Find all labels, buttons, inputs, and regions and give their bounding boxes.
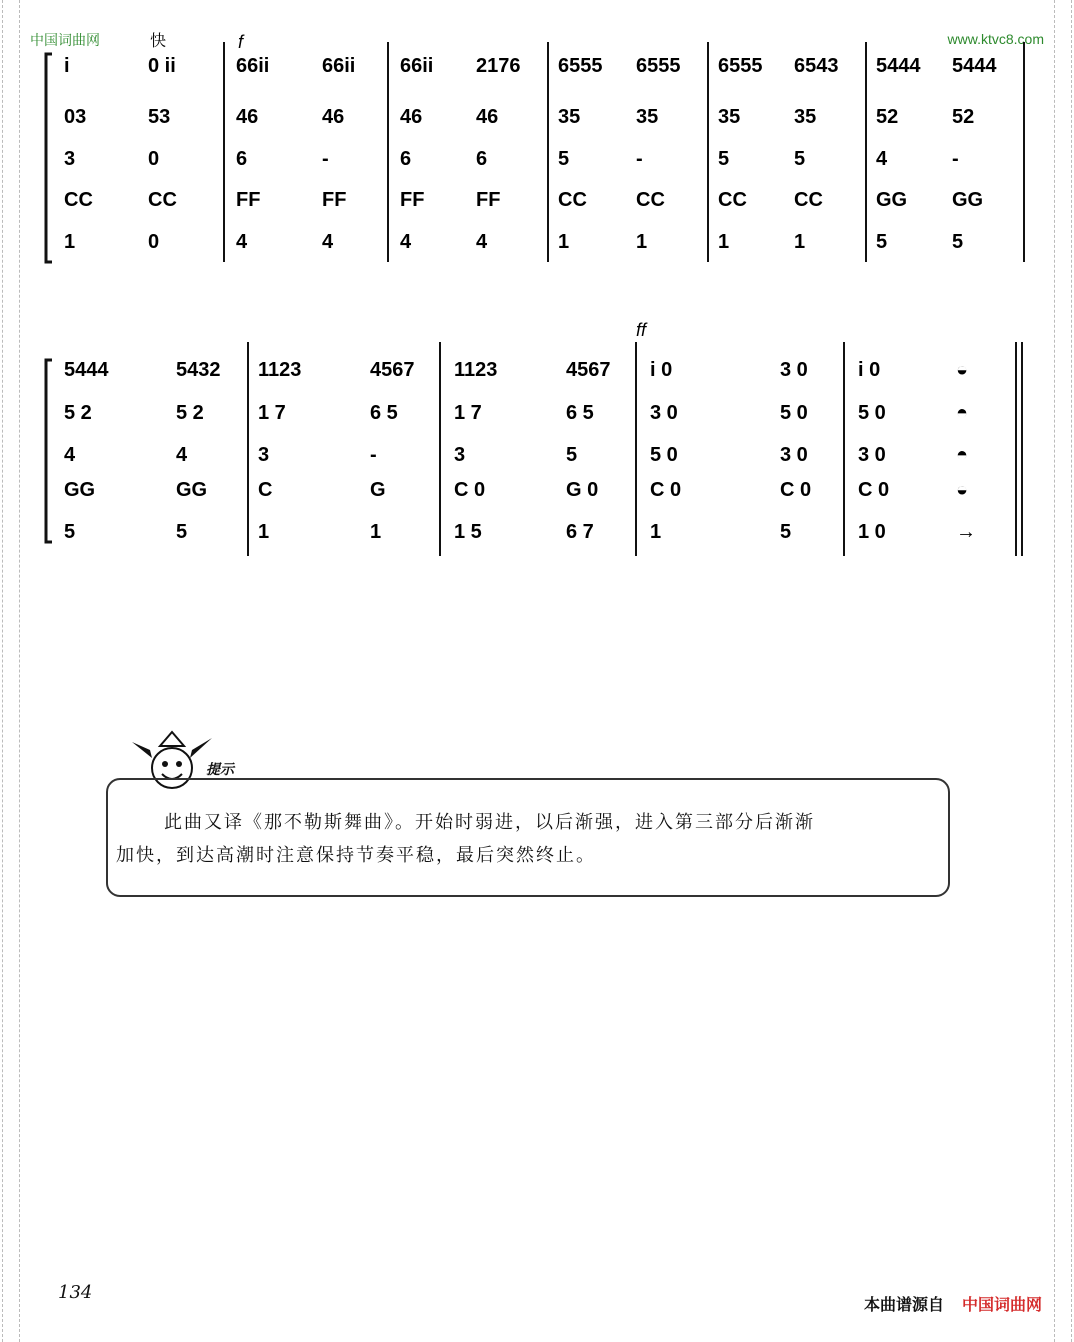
notation-cell: FF [400,189,425,211]
notation-cell: i [64,55,70,77]
notation-cell: 3 [258,444,270,466]
score-system-2 [0,310,1074,570]
notation-cell: GG [876,189,908,211]
notation-cell: 3 [64,148,76,170]
notation-cell: 35 [558,106,581,128]
system-bracket [46,54,52,262]
notation-cell: 1 [370,521,382,543]
notation-cell: GG [176,479,208,501]
notation-cell: i 0 [650,359,673,381]
notation-cell: 52 [952,106,975,128]
notation-cell: 1 [64,231,76,253]
notation-cell: CC [794,189,823,211]
notation-cell: 03 [64,106,87,128]
notation-cell: 5444 [876,55,921,77]
notation-cell: CC [558,189,587,211]
dynamic-mark: ff [636,320,647,340]
notation-cell: C 0 [454,479,486,501]
tempo-mark: 快 [150,33,167,50]
notation-cell: - [370,444,377,466]
notation-cell: i 0 [858,359,881,381]
notation-cell: ◒ [956,359,969,381]
notation-cell: 4 [236,231,248,253]
notation-cell: 1 0 [858,521,886,543]
hint-line-2: 加快，到达高潮时注意保持节奏平稳，最后突然终止。 [116,845,596,866]
notation-cell: C 0 [858,479,890,501]
notation-cell: 5 [64,521,76,543]
notation-cell: 5 [876,231,888,253]
notation-cell: 46 [400,106,423,128]
notation-cell: 3 0 [650,402,678,424]
notation-cell: 6 [400,148,412,170]
notation-cell: 46 [236,106,259,128]
notation-cell: 5 [780,521,792,543]
notation-cell: - [322,148,329,170]
notation-cell: 5 0 [780,402,808,424]
notation-cell: 1123 [454,359,498,381]
notation-cell: 6555 [558,55,603,77]
notation-cell: 46 [476,106,499,128]
notation-cell: GG [64,479,96,501]
notation-cell: 5432 [176,359,221,381]
notation-cell: 46 [322,106,345,128]
notation-cell: 1 7 [454,402,482,424]
notation-cell: FF [236,189,261,211]
notation-cell: 1 [636,231,648,253]
notation-cell: CC [148,189,177,211]
notation-cell: 2176 [476,55,521,77]
notation-cell: 4 [876,148,888,170]
notation-cell: 5 2 [176,402,204,424]
notation-cell: 6 [236,148,248,170]
notation-cell: ◓ [956,444,969,466]
hint-label: 提示 [206,762,234,778]
notation-cell: 3 0 [780,444,808,466]
barlines [248,342,1022,556]
notation-cell: GG [952,189,984,211]
notation-cell: - [636,148,643,170]
notation-cell: 5444 [64,359,109,381]
notation-cell: 5444 [952,55,997,77]
notation-cell: 5 0 [650,444,678,466]
notation-cell: 4 [476,231,488,253]
notation-cell: 66ii [236,55,270,77]
notation-cell: 1123 [258,359,302,381]
watermark-left: 中国词曲网 [30,33,100,49]
notation-cell: 1 [794,231,806,253]
notation-cell: 6555 [636,55,681,77]
notation-cell: 4 [400,231,412,253]
notation-cell: C 0 [780,479,812,501]
notation-cell: FF [476,189,501,211]
notation-cell: 1 [258,521,270,543]
hint-line-1: 此曲又译《那不勒斯舞曲》。开始时弱进，以后渐强，进入第三部分后渐渐 [164,812,815,833]
notation-cell: 6555 [718,55,763,77]
notation-cell: 5 [566,444,578,466]
source-site: 中国词曲网 [961,1295,1042,1314]
source-credit [864,1292,1042,1315]
notation-cell: FF [322,189,347,211]
page-number: 134 [58,1282,93,1303]
notation-cell: 3 0 [780,359,808,381]
notation-cell: 3 0 [858,444,886,466]
notation-cell: 5 [718,148,730,170]
notation-cell: 5 [952,231,964,253]
dynamic-mark: f [238,32,244,52]
source-prefix: 本曲谱源自 [863,1295,944,1314]
notation-cell: C [258,479,273,501]
notation-cell: → [956,521,976,543]
notation-cell: 66ii [400,55,434,77]
notation-cell: 4567 [370,359,415,381]
notation-cell: CC [718,189,747,211]
notation-cell: 6 5 [566,402,594,424]
notation-cell: 53 [148,106,171,128]
notation-cell: 35 [794,106,817,128]
notation-cell: C 0 [650,479,682,501]
notation-cell: 1 5 [454,521,482,543]
system-bracket [46,360,52,542]
notation-cell: 35 [636,106,659,128]
notation-cell: 66ii [322,55,356,77]
notation-cell: G 0 [566,479,599,501]
notation-cell: 6 7 [566,521,594,543]
notation-cell: CC [64,189,93,211]
notation-cell: 6 [476,148,488,170]
notation-cell: 1 [558,231,570,253]
notation-cell: 3 [454,444,466,466]
notation-cell: 1 7 [258,402,286,424]
hint-text [116,806,942,872]
notation-cell: 5 2 [64,402,92,424]
notation-cell: - [952,148,959,170]
notation-cell: 4 [176,444,188,466]
notation-cell: 5 0 [858,402,886,424]
notation-cell: 35 [718,106,741,128]
score-system-1 [0,20,1074,300]
notation-cell: 4567 [566,359,611,381]
notation-cell: ◓ [956,402,969,424]
notation-cell: 1 [650,521,662,543]
notation-cell: 0 ii [148,55,176,77]
notation-cell: ◒ [956,479,969,501]
notation-cell: 5 [176,521,188,543]
notation-cell: 4 [64,444,76,466]
notation-cell: 6 5 [370,402,398,424]
notation-cell: 5 [794,148,806,170]
notation-cell: 52 [876,106,899,128]
notation-cell: 1 [718,231,730,253]
notation-cell: 4 [322,231,334,253]
notation-cell: G [370,479,386,501]
watermark-right: www.ktvc8.com [947,31,1044,47]
notation-cell: 5 [558,148,570,170]
notation-cell: 0 [148,231,160,253]
notation-cell: CC [636,189,665,211]
notation-cell: 6543 [794,55,839,77]
notation-cell: 0 [148,148,160,170]
